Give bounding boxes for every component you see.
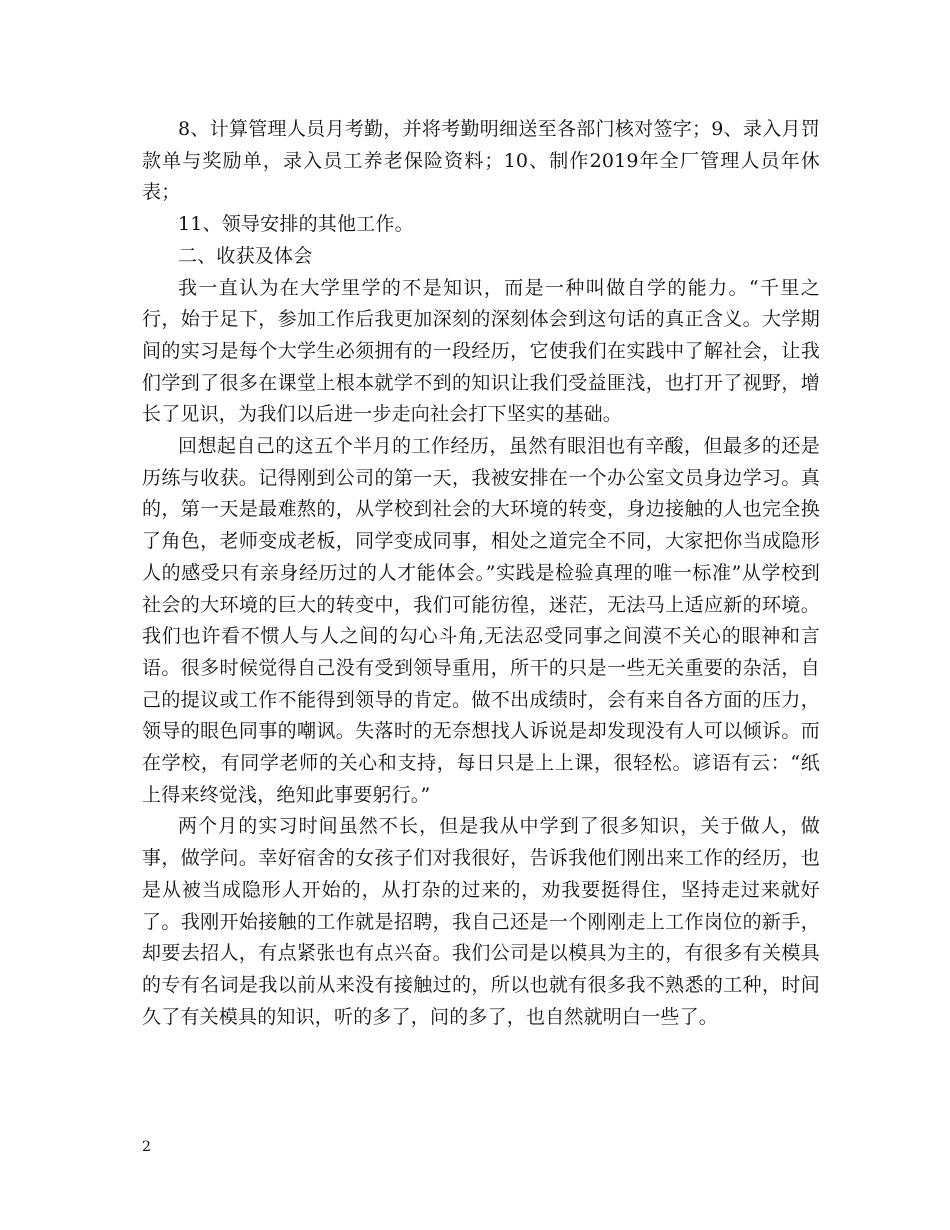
page-number: 2: [142, 1139, 151, 1155]
section-heading-gains: 二、收获及体会: [178, 244, 313, 267]
paragraph-attendance-tasks: 8、计算管理人员月考勤，并将考勤明细送至各部门核对签字；9、录入月罚款单与奖励单，录入员工养老保险资料；10、制作2019年全厂管理人员年休表；: [142, 118, 820, 204]
paragraph-internship-learning: 两个月的实习时间虽然不长，但是我从中学到了很多知识，关于做人，做事，做学问。幸好宿舍的女孩子们对我很好，告诉我他们刚出来工作的经历，也是从被当成隐形人开始的，从打杂的过来的，劝我要挺得住，坚持走过来就好了。我刚开始接触的工作就是招聘，我自己还是一个刚刚走上工作岗位的新手，却要去招人，有点紧张也有点兴奋。我们公司是以模具为主的，有很多有关模具的专有名词是我以前从来没有接触过的，所以也就有很多我不熟悉的工种，时间久了有关模具的知识，听的多了，问的多了，也自然就明白一些了。: [142, 815, 820, 1028]
paragraph-work-experience: 回想起自己的这五个半月的工作经历，虽然有眼泪也有辛酸，但最多的还是历练与收获。记得刚到公司的第一天，我被安排在一个办公室文员身边学习。真的，第一天是最难熬的，从学校到社会的大环境的转变，身边接触的人也完全换了角色，老师变成老板，同学变成同事，相处之道完全不同，大家把你当成隐形人的感受只有亲身经历过的人才能体会。”实践是检验真理的唯一标准”从学校到社会的大环境的巨大的转变中，我们可能彷徨，迷茫，无法马上适应新的环境。我们也许看不惯人与人之间的勾心斗角,无法忍受同事之间漠不关心的眼神和言语。很多时候觉得自己没有受到领导重用，所干的只是一些无关重要的杂活，自己的提议或工作不能得到领导的肯定。做不出成绩时，会有来自各方面的压力，领导的眼色同事的嘲讽。失落时的无奈想找人诉说是却发现没有人可以倾诉。而在学校，有同学老师的关心和支持，每日只是上上课，很轻松。谚语有云：“纸上得来终觉浅，绝知此事要躬行。”: [142, 435, 820, 806]
paragraph-other-tasks: 11、领导安排的其他工作。: [178, 213, 414, 236]
paragraph-self-learning: 我一直认为在大学里学的不是知识，而是一种叫做自学的能力。“千里之行，始于足下，参加工作后我更加深刻的深刻体会到这句话的真正含义。大学期间的实习是每个大学生必须拥有的一段经历，它使我们在实践中了解社会，让我们学到了很多在课堂上根本就学不到的知识让我们受益匪浅，也打开了视野，增长了见识，为我们以后进一步走向社会打下坚实的基础。: [142, 276, 820, 426]
document-body: [142, 114, 820, 1033]
